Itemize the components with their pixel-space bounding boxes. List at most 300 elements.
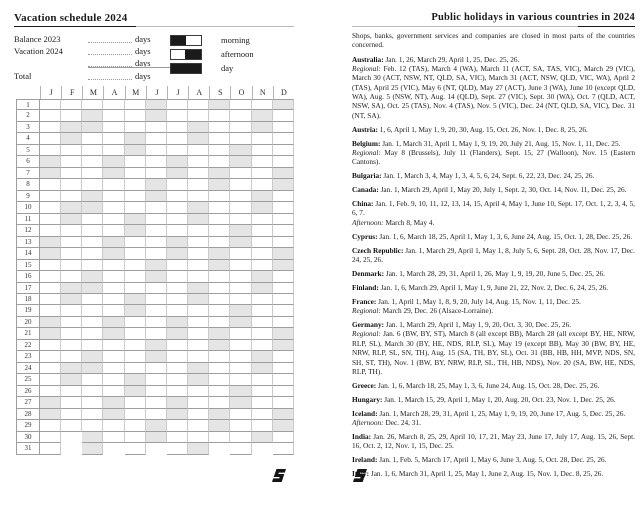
day-number: 21 xyxy=(16,328,40,339)
weekend-cell xyxy=(61,283,82,294)
weekend-cell xyxy=(188,122,209,133)
country-name: Iceland: xyxy=(352,408,378,418)
day-cell xyxy=(61,340,82,351)
weekend-cell xyxy=(273,99,294,110)
day-number: 5 xyxy=(16,145,40,156)
extra-label: Regional: xyxy=(352,64,381,74)
day-cell xyxy=(40,110,61,121)
country-name: Australia: xyxy=(352,54,384,64)
day-cell xyxy=(103,271,124,282)
extra-label: Regional: xyxy=(352,147,381,157)
day-cell xyxy=(125,443,146,454)
day-cell xyxy=(82,145,103,156)
month-header-A4: A xyxy=(103,86,124,99)
weekend-cell xyxy=(230,305,251,316)
day-cell xyxy=(188,397,209,408)
weekend-cell xyxy=(40,409,61,420)
day-cell xyxy=(61,225,82,236)
day-cell xyxy=(230,294,251,305)
country-name: Canada: xyxy=(352,185,379,195)
day-cell xyxy=(252,225,273,236)
day-cell xyxy=(40,133,61,144)
day-number: 28 xyxy=(16,409,40,420)
day-cell xyxy=(230,340,251,351)
weekend-cell xyxy=(103,397,124,408)
day-cell xyxy=(167,260,188,271)
day-cell xyxy=(61,260,82,271)
day-cell xyxy=(125,317,146,328)
weekend-cell xyxy=(167,237,188,248)
day-cell xyxy=(252,248,273,259)
weekend-cell xyxy=(61,133,82,144)
day-cell xyxy=(40,340,61,351)
country-entry: Canada: Jan. 1, March 29, April 1, May 20, July 1, Sept. 2, 30, Oct. 14, Nov. 11, Dec. 25, 26. xyxy=(352,185,627,195)
day-cell xyxy=(125,328,146,339)
day-cell xyxy=(167,191,188,202)
day-cell xyxy=(230,214,251,225)
weekend-cell xyxy=(40,317,61,328)
day-cell xyxy=(188,386,209,397)
day-cell xyxy=(82,294,103,305)
day-cell xyxy=(167,202,188,213)
weekend-cell xyxy=(82,283,103,294)
weekend-cell xyxy=(103,328,124,339)
day-cell xyxy=(125,409,146,420)
day-cell xyxy=(146,248,167,259)
day-cell xyxy=(146,214,167,225)
month-header-J6: J xyxy=(146,86,167,99)
day-cell xyxy=(82,99,103,110)
day-cell xyxy=(82,305,103,316)
day-number: 7 xyxy=(16,168,40,179)
weekend-cell xyxy=(230,156,251,167)
country-name: Czech Republic: xyxy=(352,245,404,255)
day-cell xyxy=(230,191,251,202)
day-cell xyxy=(40,202,61,213)
void-cell xyxy=(61,443,82,454)
country-entry: Czech Republic: Jan. 1, March 29, April 1, May 1, 8, July 5, 6, Sept. 28, Oct. 28, Nov. 17, Dec. 24, 25, 26. xyxy=(352,245,635,265)
weekend-cell xyxy=(252,271,273,282)
day-cell xyxy=(188,145,209,156)
day-number: 15 xyxy=(16,260,40,271)
day-cell xyxy=(82,156,103,167)
day-number: 17 xyxy=(16,283,40,294)
day-cell xyxy=(252,420,273,431)
day-cell xyxy=(230,99,251,110)
day-cell xyxy=(125,340,146,351)
day-cell xyxy=(230,122,251,133)
weekend-cell xyxy=(273,248,294,259)
day-cell xyxy=(103,122,124,133)
day-cell xyxy=(103,191,124,202)
day-cell xyxy=(61,351,82,362)
weekend-cell xyxy=(103,168,124,179)
day-cell xyxy=(146,363,167,374)
fill-in-line xyxy=(88,58,132,67)
day-cell xyxy=(230,374,251,385)
month-header-J1: J xyxy=(40,86,61,99)
country-name: Italy: xyxy=(352,469,370,479)
country-entry: Germany: Jan. 1, March 29, April 1, May 1, 9, 20, Oct. 3, 30, Dec. 25, 26. Regional: Jan. 6 (BW, BY, ST), March 8 (all except BB), March 28 (all except BY, HE, NRW, RLP, SL), March 30 (BY, HE, NDS, RLP, SL), May 19 (except BB), May 30 (BW, BY, HE, NRW, RLP, SL, SN, TH), Aug. 15 (SA, TH, BY, SL), Oct. 31 (BB, HB, HH, MVP, NDS, SN, SH, ST, TH), Nov. 1 (BW, BY, NRW, RLP, SL, TH, HB, NDS), Nov. 20 (SA, BW, HE, NDS, RLP, TH). xyxy=(352,320,635,376)
month-header-M3: M xyxy=(82,86,103,99)
weekend-cell xyxy=(146,271,167,282)
brand-logo xyxy=(352,469,370,482)
void-cell xyxy=(103,443,124,454)
country-list xyxy=(352,55,635,479)
country-name: Cyprus: xyxy=(352,231,378,241)
day-cell xyxy=(230,202,251,213)
morning-swatch-icon xyxy=(170,35,202,46)
day-cell xyxy=(167,351,188,362)
weekend-cell xyxy=(209,248,230,259)
day-number: 22 xyxy=(16,340,40,351)
extra-label: Regional: xyxy=(352,329,381,339)
country-entry: Cyprus: Jan. 1, 6, March 18, 25, April 1, May 1, 3, 6, June 24, Aug. 15, Oct. 1, 28, Dec. 25, 26. xyxy=(352,231,633,241)
country-entry: Australia: Jan. 1, 26, March 29, April 1, 25, Dec. 25, 26. Regional: Feb. 12 (TAS), March 4 (WA), March 11 (ACT, SA, TAS, VIC), March 29 (VIC), March 30 (ACT, NSW, NT, QLD, SA, VIC), March 31 (ACT, NSW, QLD, VIC, WA), April 2 (TAS), April 25 (VIC), May 6 (NT, QLD), May 27 (ACT), June 3 (WA), June 10 (except QLD, WA), Aug. 5 (NSW, NT), Aug. 14 (QLD), Sept. 27 (VIC), Sept. 30 (WA), Oct. 7 (QLD, ACT, NSW, SA), Oct. 25 (TAS), Nov. 4 (TAS), Nov. 5 (VIC), Dec. 24 (NT, QLD, SA, VIC), Dec. 31 (NT, SA). xyxy=(352,54,635,120)
weekend-cell xyxy=(252,122,273,133)
day-cell xyxy=(125,110,146,121)
day-cell xyxy=(103,179,124,190)
day-cell xyxy=(167,283,188,294)
day-cell xyxy=(40,432,61,443)
day-cell xyxy=(82,214,103,225)
weekend-cell xyxy=(209,99,230,110)
day-cell xyxy=(61,179,82,190)
day-cell xyxy=(252,260,273,271)
day-cell xyxy=(103,99,124,110)
country-name: Ireland: xyxy=(352,455,378,465)
day-number: 2 xyxy=(16,110,40,121)
day-cell xyxy=(273,202,294,213)
day-number: 30 xyxy=(16,432,40,443)
day-cell xyxy=(209,294,230,305)
day-cell xyxy=(273,145,294,156)
weekend-cell xyxy=(82,271,103,282)
day-cell xyxy=(103,283,124,294)
weekend-cell xyxy=(103,248,124,259)
day-cell xyxy=(230,420,251,431)
weekend-cell xyxy=(61,374,82,385)
day-cell xyxy=(61,248,82,259)
weekend-cell xyxy=(252,110,273,121)
weekend-cell xyxy=(188,202,209,213)
day-cell xyxy=(103,340,124,351)
country-entry: Denmark: Jan. 1, March 28, 29, 31, April 1, 26, May 1, 9, 19, 20, June 5, Dec. 25, 26. xyxy=(352,268,605,278)
day-cell xyxy=(40,179,61,190)
weekend-cell xyxy=(40,168,61,179)
day-cell xyxy=(273,133,294,144)
country-entry: Italy: Jan. 1, 6, March 31, April 1, 25, May 1, June 2, Aug. 15, Nov. 1, Dec. 8, 25, 26. xyxy=(352,469,604,479)
day-cell xyxy=(82,179,103,190)
day-cell xyxy=(146,397,167,408)
weekend-cell xyxy=(252,432,273,443)
weekend-cell xyxy=(167,168,188,179)
summary-label: Balance 2023 xyxy=(14,34,61,44)
weekend-cell xyxy=(209,340,230,351)
weekend-cell xyxy=(125,305,146,316)
day-cell xyxy=(125,99,146,110)
day-cell xyxy=(188,305,209,316)
day-cell xyxy=(273,443,294,454)
weekend-cell xyxy=(125,386,146,397)
day-cell xyxy=(188,179,209,190)
day-cell xyxy=(273,432,294,443)
country-name: Belgium: xyxy=(352,138,381,148)
month-header-D12: D xyxy=(273,86,294,99)
day-number: 13 xyxy=(16,237,40,248)
day-cell xyxy=(61,191,82,202)
day-cell xyxy=(61,237,82,248)
day-cell xyxy=(252,294,273,305)
legend-label: day xyxy=(221,63,234,73)
intro-paragraph: Shops, banks, government services and companies are closed in most parts of the countries concerned. xyxy=(352,31,635,50)
day-cell xyxy=(82,248,103,259)
day-cell xyxy=(230,351,251,362)
day-cell xyxy=(146,294,167,305)
day-cell xyxy=(188,156,209,167)
day-number: 29 xyxy=(16,420,40,431)
day-cell xyxy=(125,248,146,259)
day-cell xyxy=(252,374,273,385)
day-number: 18 xyxy=(16,294,40,305)
day-cell xyxy=(167,225,188,236)
summary-unit: days xyxy=(135,58,151,68)
day-cell xyxy=(146,133,167,144)
day-cell xyxy=(209,156,230,167)
day-number: 19 xyxy=(16,305,40,316)
day-cell xyxy=(167,305,188,316)
day-cell xyxy=(40,99,61,110)
day-cell xyxy=(230,283,251,294)
weekend-cell xyxy=(103,237,124,248)
day-cell xyxy=(273,363,294,374)
day-cell xyxy=(188,110,209,121)
day-cell xyxy=(188,260,209,271)
day-cell xyxy=(82,420,103,431)
day-cell xyxy=(61,397,82,408)
country-entry: India: Jan. 26, March 8, 25, 29, April 10, 17, 21, May 23, June 17, July 17, Aug. 15, 26, Sept. 16, Oct. 2, 12, Nov. 1, 15, Dec. 25. xyxy=(352,431,635,451)
day-cell xyxy=(167,122,188,133)
country-entry: Austria: 1, 6, April 1, May 1, 9, 20, 30, Aug. 15, Oct. 26, Nov. 1, Dec. 8, 25, 26. xyxy=(352,124,588,134)
day-cell xyxy=(167,214,188,225)
weekend-cell xyxy=(209,260,230,271)
day-cell xyxy=(209,283,230,294)
weekend-cell xyxy=(146,110,167,121)
day-cell xyxy=(252,237,273,248)
day-cell xyxy=(188,351,209,362)
day-cell xyxy=(252,386,273,397)
day-number: 1 xyxy=(16,99,40,110)
month-header-A8: A xyxy=(188,86,209,99)
fill-in-line xyxy=(88,34,132,43)
day-cell xyxy=(125,397,146,408)
day-number: 11 xyxy=(16,214,40,225)
vacation-page-title: Vacation schedule 2024 xyxy=(14,12,128,24)
weekend-cell xyxy=(40,248,61,259)
weekend-cell xyxy=(167,156,188,167)
day-cell xyxy=(103,145,124,156)
day-cell xyxy=(40,386,61,397)
extra-label: Afternoon: xyxy=(352,217,384,227)
day-cell xyxy=(61,99,82,110)
day-cell xyxy=(167,420,188,431)
day-cell xyxy=(103,432,124,443)
day-cell xyxy=(209,363,230,374)
day-cell xyxy=(273,305,294,316)
day-cell xyxy=(146,328,167,339)
day-cell xyxy=(82,397,103,408)
day-cell xyxy=(82,133,103,144)
day-cell xyxy=(252,305,273,316)
day-cell xyxy=(188,99,209,110)
day-number: 16 xyxy=(16,271,40,282)
void-cell xyxy=(252,443,273,454)
weekend-cell xyxy=(61,363,82,374)
day-number: 14 xyxy=(16,248,40,259)
day-cell xyxy=(40,191,61,202)
weekend-cell xyxy=(273,168,294,179)
day-cell xyxy=(252,397,273,408)
weekend-cell xyxy=(167,409,188,420)
day-cell xyxy=(82,328,103,339)
day-cell xyxy=(103,133,124,144)
day-cell xyxy=(273,397,294,408)
day-cell xyxy=(40,443,61,454)
country-entry: Iceland: Jan. 1, March 28, 29, 31, April 1, 25, May 1, 9, 19, 20, June 17, Aug. 5, Dec. 25, 26. Afternoon: Dec. 24, 31. xyxy=(352,408,626,427)
day-cell xyxy=(61,271,82,282)
day-cell xyxy=(82,260,103,271)
weekend-cell xyxy=(103,156,124,167)
day-cell xyxy=(82,374,103,385)
day-cell xyxy=(230,260,251,271)
day-cell xyxy=(125,237,146,248)
country-entry: France: Jan. 1, April 1, May 1, 8, 9, 20, July 14, Aug. 15, Nov. 1, 11, Dec. 25. Regional: March 29, Dec. 26 (Alsace-Lorraine). xyxy=(352,296,581,316)
day-cell xyxy=(230,271,251,282)
day-cell xyxy=(146,168,167,179)
weekend-cell xyxy=(40,328,61,339)
fill-in-line xyxy=(88,71,132,80)
day-cell xyxy=(167,340,188,351)
country-name: China: xyxy=(352,199,374,209)
weekend-cell xyxy=(82,363,103,374)
day-cell xyxy=(125,191,146,202)
weekend-cell xyxy=(82,351,103,362)
weekend-cell xyxy=(188,443,209,454)
holidays-page-title: Public holidays in various countries in 2024 xyxy=(431,12,635,23)
day-cell xyxy=(273,237,294,248)
day-cell xyxy=(252,133,273,144)
day-cell xyxy=(273,283,294,294)
weekend-cell xyxy=(252,363,273,374)
weekend-cell xyxy=(252,191,273,202)
day-cell xyxy=(82,340,103,351)
day-cell xyxy=(146,225,167,236)
weekend-cell xyxy=(125,294,146,305)
legend-label: afternoon xyxy=(221,49,254,59)
day-cell xyxy=(167,443,188,454)
day-cell xyxy=(273,386,294,397)
day-cell xyxy=(273,317,294,328)
day-cell xyxy=(40,122,61,133)
day-cell xyxy=(209,145,230,156)
day-cell xyxy=(209,386,230,397)
weekend-cell xyxy=(82,122,103,133)
fill-in-line xyxy=(88,46,132,55)
weekend-cell xyxy=(273,420,294,431)
day-cell xyxy=(273,294,294,305)
day-cell xyxy=(209,397,230,408)
day-cell xyxy=(273,156,294,167)
day-cell xyxy=(146,202,167,213)
weekend-cell xyxy=(82,110,103,121)
weekend-cell xyxy=(273,328,294,339)
day-cell xyxy=(125,168,146,179)
weekend-cell xyxy=(209,328,230,339)
day-cell xyxy=(273,191,294,202)
day-cell xyxy=(40,305,61,316)
day-cell xyxy=(230,133,251,144)
weekend-cell xyxy=(230,317,251,328)
weekend-cell xyxy=(146,99,167,110)
day-cell xyxy=(273,214,294,225)
day-cell xyxy=(125,363,146,374)
weekend-cell xyxy=(103,317,124,328)
day-cell xyxy=(230,443,251,454)
day-cell xyxy=(209,271,230,282)
country-entry: Bulgaria: Jan. 1, March 3, 4, May 1, 3, 4, 5, 6, 24, Sept. 6, 22, 23, Dec. 24, 25, 26. xyxy=(352,171,595,181)
day-cell xyxy=(125,351,146,362)
day-number: 20 xyxy=(16,317,40,328)
day-cell xyxy=(188,248,209,259)
day-cell xyxy=(146,145,167,156)
weekend-cell xyxy=(125,214,146,225)
weekend-cell xyxy=(252,202,273,213)
country-name: Hungary: xyxy=(352,394,383,404)
weekend-cell xyxy=(230,386,251,397)
day-cell xyxy=(103,305,124,316)
weekend-cell xyxy=(61,122,82,133)
country-name: Austria: xyxy=(352,124,378,134)
day-cell xyxy=(188,191,209,202)
weekend-cell xyxy=(209,168,230,179)
weekend-cell xyxy=(61,202,82,213)
day-cell xyxy=(103,363,124,374)
day-cell xyxy=(82,409,103,420)
summary-unit: days xyxy=(135,34,151,44)
weekend-cell xyxy=(146,191,167,202)
month-header-M5: M xyxy=(125,86,146,99)
day-cell xyxy=(125,260,146,271)
day-cell xyxy=(40,214,61,225)
day-cell xyxy=(230,328,251,339)
country-entry: China: Jan. 1, Feb. 9, 10, 11, 12, 13, 14, 15, April 4, May 1, June 10, Sept. 17, Oct. 1, 2, 3, 4, 5, 6, 7. Afternoon: March 8, May 4. xyxy=(352,199,635,227)
day-cell xyxy=(230,248,251,259)
weekend-cell xyxy=(188,283,209,294)
country-name: Germany: xyxy=(352,320,385,330)
day-cell xyxy=(230,432,251,443)
weekend-cell xyxy=(125,374,146,385)
weekend-cell xyxy=(167,248,188,259)
weekend-cell xyxy=(146,179,167,190)
day-number: 3 xyxy=(16,122,40,133)
day-cell xyxy=(252,317,273,328)
day-cell xyxy=(167,374,188,385)
grid-corner xyxy=(16,86,40,99)
weekend-cell xyxy=(125,133,146,144)
vacation-grid xyxy=(16,86,294,455)
day-cell xyxy=(103,351,124,362)
day-cell xyxy=(209,374,230,385)
